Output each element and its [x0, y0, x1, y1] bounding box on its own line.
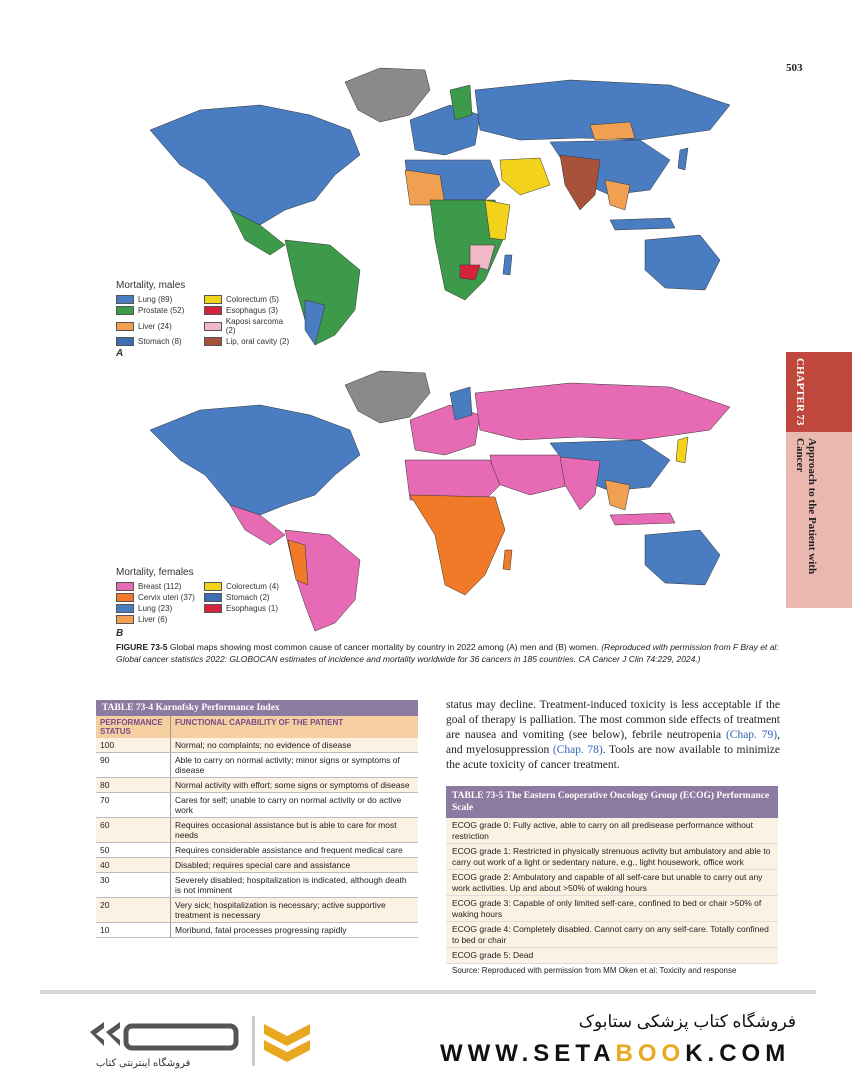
- legend-item: [204, 306, 294, 315]
- figure-caption: [116, 641, 780, 665]
- legend-males: [116, 280, 294, 359]
- description-cell: Requires considerable assistance and frequent medical care: [175, 845, 403, 855]
- indonesia: [610, 513, 675, 525]
- legend-label: Lung (23): [138, 604, 173, 613]
- legend-item: [204, 317, 294, 335]
- legend-swatch: [116, 593, 134, 602]
- caption-text: Global maps showing most common cause of cancer mortality by country in 2022 among (A) men and (B) women.: [169, 642, 599, 652]
- chapter-number: CHAPTER 73: [794, 358, 806, 426]
- body-text-2: , and myelosuppression: [446, 729, 780, 756]
- legend-label: Cervix uteri (37): [138, 593, 195, 602]
- body-text-1: status may decline. Treatment-induced toxicity is less acceptable if the goal of therapy is palliation. The most common side effects of treatment are nausea and vomiting (see below), febrile neutropenia: [446, 699, 780, 741]
- legend-label: Stomach (8): [138, 337, 182, 346]
- legend-swatch: [204, 337, 222, 346]
- description-cell: Normal; no complaints; no evidence of disease: [175, 740, 352, 750]
- legend-swatch: [116, 295, 134, 304]
- ecog-grade-row: ECOG grade 0: Fully active, able to carry on all predisease performance without restriction: [446, 818, 778, 844]
- legend-swatch: [204, 582, 222, 591]
- ecog-table: [446, 786, 778, 977]
- caption-reference: (Reproduced with permission from F Bray et al: Global cancer statistics 2022: GLOBOCAN estimates of incidence and mortality worldwide for 36 cancers in 185 countries. CA Cancer J Clin 74:229, 2024.): [116, 642, 779, 664]
- description-cell: Moribund, fatal processes progressing rapidly: [175, 925, 347, 935]
- map-letter: A: [116, 348, 124, 359]
- description-cell: Disabled; requires special care and assistance: [175, 860, 351, 870]
- status-cell: 40: [96, 858, 171, 872]
- legend-swatch: [116, 582, 134, 591]
- legend-item: [204, 593, 294, 602]
- page-number: 503: [786, 62, 803, 74]
- legend-item: [116, 593, 204, 602]
- chapter-title: Approach to the Patient with Cancer: [794, 438, 818, 575]
- legend-item: [204, 604, 294, 613]
- legend-label: Lung (89): [138, 295, 173, 304]
- description-cell: Severely disabled; hospitalization is indicated, although death is not imminent: [175, 875, 407, 895]
- chap-79-link[interactable]: (Chap. 79): [725, 729, 778, 741]
- legend-item: [116, 295, 204, 304]
- legend-label: Kaposi sarcoma (2): [225, 317, 284, 335]
- table-source: Source: Reproduced with permission from MM Oken et al: Toxicity and response: [452, 965, 737, 975]
- table-row: [96, 778, 418, 793]
- legend-item: [116, 317, 204, 335]
- legend-swatch: [116, 322, 134, 331]
- status-cell: 100: [96, 738, 171, 752]
- store-url[interactable]: [440, 1040, 790, 1068]
- legend-swatch: [204, 604, 222, 613]
- legend-females: [116, 567, 294, 639]
- status-cell: 80: [96, 778, 171, 792]
- legend-item: [204, 582, 294, 591]
- legend-title: Mortality, males: [116, 280, 186, 291]
- ecog-grade-row: ECOG grade 5: Dead: [446, 948, 778, 964]
- ecog-grade-row: ECOG grade 1: Restricted in physically strenuous activity but ambulatory and able to carry out work of a light or sedentary nature, e.g., light housework, office work: [446, 844, 778, 870]
- legend-label: Stomach (2): [226, 593, 270, 602]
- legend-label: Liver (6): [138, 615, 168, 624]
- legend-item: [204, 295, 294, 304]
- chap-78-link[interactable]: (Chap. 78): [552, 744, 603, 756]
- legend-item: [116, 306, 204, 315]
- description-cell: Cares for self; unable to carry on normal activity or do active work: [175, 795, 402, 815]
- status-cell: 60: [96, 818, 171, 842]
- status-cell: 50: [96, 843, 171, 857]
- description-cell: Very sick; hospitalization is necessary; active supportive treatment is necessary: [175, 900, 386, 920]
- table-row: [96, 843, 418, 858]
- legend-label: Prostate (52): [138, 306, 185, 315]
- caption-label: FIGURE 73-5: [116, 642, 168, 652]
- store-title: فروشگاه کتاب پزشکی ستابوک: [578, 1012, 796, 1031]
- legend-label: Esophagus (3): [226, 306, 279, 315]
- karnofsky-table: [96, 700, 418, 938]
- legend-swatch: [116, 604, 134, 613]
- table-row: [96, 793, 418, 818]
- description-cell: Able to carry on normal activity; minor signs or symptoms of disease: [175, 755, 400, 775]
- table-row: [96, 738, 418, 753]
- col-header-function: FUNCTIONAL CAPABILITY OF THE PATIENT: [175, 718, 344, 727]
- legend-title: Mortality, females: [116, 567, 194, 578]
- description-cell: Normal activity with effort; some signs or symptoms of disease: [175, 780, 410, 790]
- body-paragraph: [446, 698, 780, 773]
- legend-swatch: [204, 322, 222, 331]
- legend-swatch: [116, 306, 134, 315]
- status-cell: 70: [96, 793, 171, 817]
- status-cell: 30: [96, 873, 171, 897]
- map-letter: B: [116, 628, 124, 639]
- table-row: [96, 898, 418, 923]
- legend-swatch: [204, 593, 222, 602]
- table-title: TABLE 73-5 The Eastern Cooperative Oncology Group (ECOG) Performance Scale: [446, 786, 778, 818]
- url-part-3: K.COM: [685, 1040, 791, 1067]
- legend-swatch: [116, 615, 134, 624]
- table-title: TABLE 73-4 Karnofsky Performance Index: [96, 700, 418, 716]
- legend-item: [116, 604, 204, 613]
- mongolia: [590, 122, 635, 140]
- body-text-3: . Tools are now available to minimize the acute toxicity of cancer treatment.: [446, 744, 780, 771]
- legend-label: Colorectum (5): [226, 295, 279, 304]
- legend-item: [116, 582, 204, 591]
- col-header-status: PERFORMANCE STATUS: [96, 716, 171, 738]
- ecog-grade-row: ECOG grade 2: Ambulatory and capable of all self-care but unable to carry out any work activities. Up and about >50% of waking hours: [446, 870, 778, 896]
- table-row: [96, 858, 418, 873]
- legend-label: Esophagus (1): [226, 604, 279, 613]
- table-row: [96, 923, 418, 938]
- status-cell: 10: [96, 923, 171, 937]
- legend-label: Breast (112): [138, 582, 182, 591]
- legend-label: Lip, oral cavity (2): [226, 337, 290, 346]
- logo-subtitle: فروشگاه اینترنتی کتاب: [96, 1058, 191, 1069]
- legend-label: Liver (24): [138, 321, 172, 331]
- status-cell: 20: [96, 898, 171, 922]
- legend-item: [116, 615, 204, 624]
- indonesia: [610, 218, 675, 230]
- ecog-grade-row: ECOG grade 3: Capable of only limited self-care, confined to bed or chair >50% of waking hours: [446, 896, 778, 922]
- chapter-tab: [786, 352, 852, 608]
- table-row: [96, 753, 418, 778]
- legend-item: [204, 337, 294, 346]
- description-cell: Requires occasional assistance but is able to care for most needs: [175, 820, 397, 840]
- legend-swatch: [204, 295, 222, 304]
- url-part-1: WWW.SETA: [440, 1040, 616, 1067]
- table-row: [96, 818, 418, 843]
- ecog-grade-row: ECOG grade 4: Completely disabled. Cannot carry on any self-care. Totally confined to bed or chair: [446, 922, 778, 948]
- north-africa: [405, 460, 500, 500]
- table-row: [96, 873, 418, 898]
- legend-item: [116, 337, 204, 346]
- status-cell: 90: [96, 753, 171, 777]
- legend-swatch: [116, 337, 134, 346]
- url-part-2: BOO: [615, 1040, 686, 1067]
- legend-swatch: [204, 306, 222, 315]
- legend-label: Colorectum (4): [226, 582, 279, 591]
